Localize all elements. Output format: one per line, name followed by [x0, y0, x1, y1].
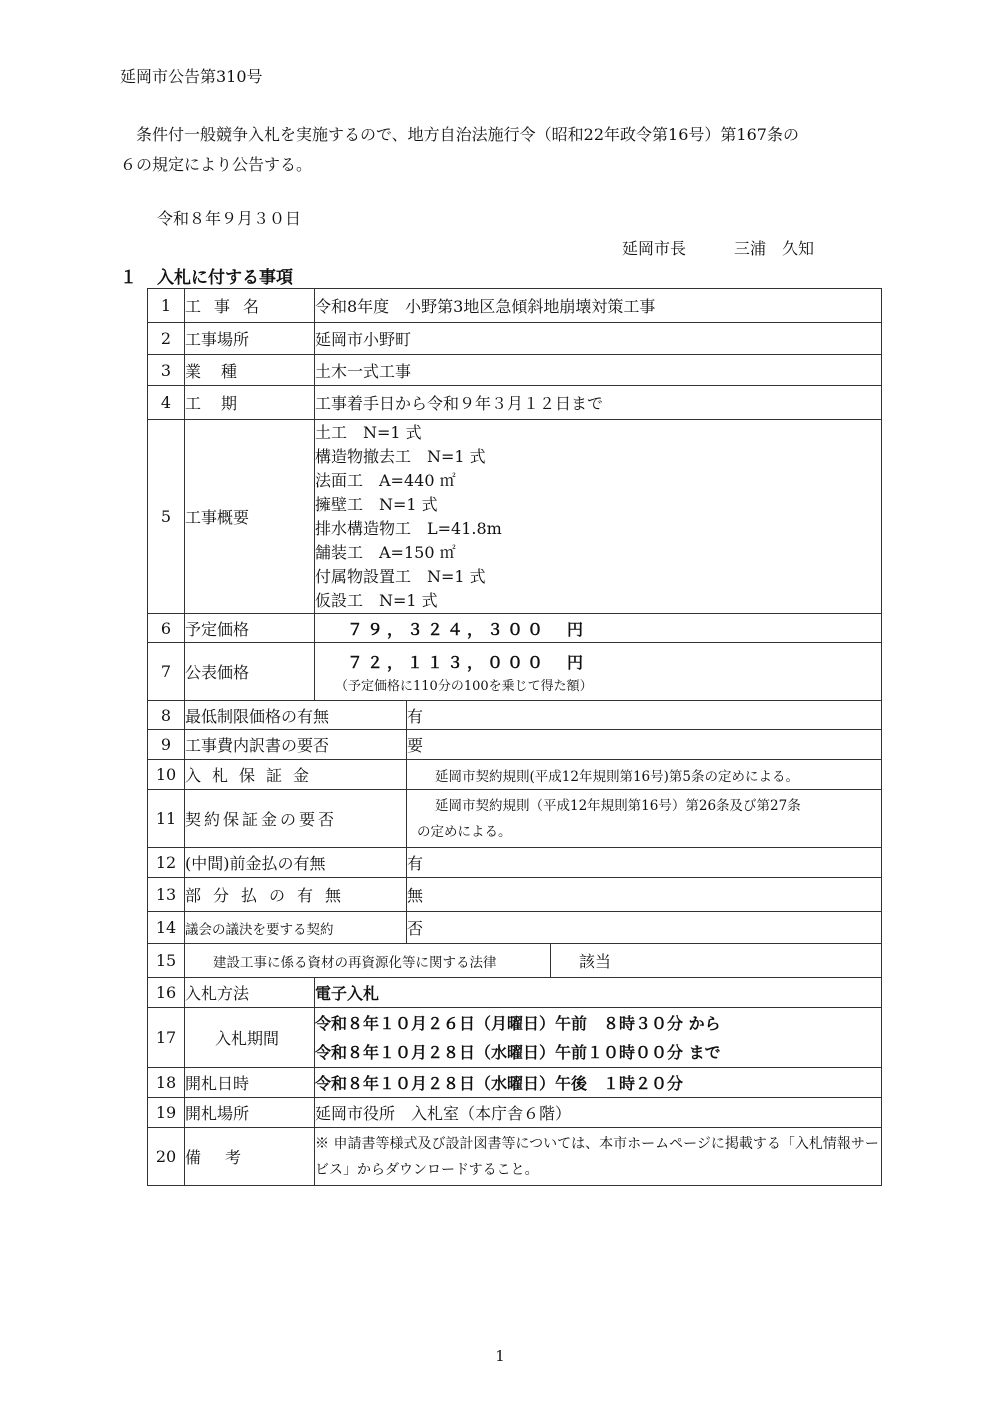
row-number: 19	[148, 1098, 185, 1128]
row-value: 土木一式工事	[315, 355, 882, 386]
row-number: 16	[148, 978, 185, 1008]
value-line: 延岡市契約規則（平成12年規則第16号）第26条及び第27条	[435, 797, 801, 814]
row-value: 有	[407, 848, 882, 878]
published-price: ７２，１１３，０００ 円	[347, 652, 588, 672]
section-heading	[120, 263, 293, 288]
row-label: 予定価格	[185, 614, 315, 643]
row-number: 10	[148, 760, 185, 790]
notice-number: 延岡市公告第310号	[120, 67, 263, 86]
table-row	[148, 1008, 882, 1068]
row-label: 入札保証金	[185, 760, 407, 790]
value-line: の定めによる。	[417, 823, 512, 840]
row-number: 3	[148, 355, 185, 386]
row-value: 該当	[551, 944, 882, 978]
intro-line-1: 条件付一般競争入札を実施するので、地方自治法施行令（昭和22年政令第16号）第167条の	[120, 125, 799, 144]
row-number: 12	[148, 848, 185, 878]
row-number: 6	[148, 614, 185, 643]
planned-price: ７９，３２４，３００ 円	[315, 614, 882, 643]
overview-item: 土工 N=1 式	[315, 422, 422, 442]
table-row	[148, 944, 882, 978]
overview-item: 擁壁工 N=1 式	[315, 494, 438, 514]
table-row	[148, 848, 882, 878]
remarks-text: ※ 申請書等様式及び設計図書等については、本市ホームページに掲載する「入札情報サービス」からダウンロードすること。	[315, 1128, 882, 1186]
bid-items-table	[147, 288, 882, 1186]
published-price-note: （予定価格に110分の100を乗じて得た額）	[335, 678, 593, 694]
row-number: 7	[148, 643, 185, 701]
row-number: 17	[148, 1008, 185, 1068]
row-label: 開札場所	[185, 1098, 315, 1128]
row-value	[407, 790, 882, 848]
work-overview	[315, 420, 882, 614]
row-number: 8	[148, 701, 185, 730]
table-row	[148, 323, 882, 355]
row-label: 最低制限価格の有無	[185, 701, 407, 730]
row-number: 1	[148, 289, 185, 323]
row-label: 工事費内訳書の要否	[185, 730, 407, 760]
mayor-title: 延岡市長	[622, 239, 687, 258]
row-number: 14	[148, 912, 185, 944]
row-label: 公表価格	[185, 643, 315, 701]
row-label: 入札期間	[185, 1008, 315, 1068]
table-row	[148, 1098, 882, 1128]
table-row	[148, 614, 882, 643]
row-number: 18	[148, 1068, 185, 1098]
overview-item: 舗装工 A=150 ㎡	[315, 542, 456, 562]
row-value: 令和８年１０月２８日（水曜日）午後 １時２０分	[315, 1068, 882, 1098]
row-value: 延岡市役所 入札室（本庁舎６階）	[315, 1098, 882, 1128]
row-value: 工事着手日から令和９年３月１２日まで	[315, 386, 882, 420]
table-row	[148, 790, 882, 848]
table-row	[148, 978, 882, 1008]
section-number: １	[120, 268, 137, 288]
row-value	[315, 1008, 882, 1068]
row-label: 工期	[185, 386, 315, 420]
bid-period-start: 令和８年１０月２６日（月曜日）午前 ８時３０分 から	[315, 1013, 721, 1033]
table-row	[148, 355, 882, 386]
section-title: 入札に付する事項	[157, 268, 293, 288]
row-number: 9	[148, 730, 185, 760]
row-number: 4	[148, 386, 185, 420]
row-label: 工事名	[185, 289, 315, 323]
row-label: 工事概要	[185, 420, 315, 614]
table-row	[148, 701, 882, 730]
table-row	[148, 730, 882, 760]
row-value: 電子入札	[315, 978, 882, 1008]
table-row	[148, 912, 882, 944]
row-number: 15	[148, 944, 185, 978]
row-label: 備考	[185, 1128, 315, 1186]
published-price-cell	[315, 643, 882, 701]
table-row	[148, 643, 882, 701]
row-value: 無	[407, 878, 882, 912]
row-label: (中間)前金払の有無	[185, 848, 407, 878]
row-number: 5	[148, 420, 185, 614]
page-number: 1	[495, 1347, 505, 1365]
row-label: 入札方法	[185, 978, 315, 1008]
intro-text	[120, 120, 799, 180]
notice-date: 令和８年９月３０日	[157, 209, 302, 228]
overview-item: 付属物設置工 N=1 式	[315, 566, 486, 586]
row-label: 議会の議決を要する契約	[185, 912, 407, 944]
table-row	[148, 878, 882, 912]
overview-item: 構造物撤去工 N=1 式	[315, 446, 486, 466]
intro-line-2: ６の規定により公告する。	[120, 155, 313, 174]
overview-item: 法面工 A=440 ㎡	[315, 470, 456, 490]
overview-item: 仮設工 N=1 式	[315, 590, 438, 610]
table-row	[148, 386, 882, 420]
table-row	[148, 760, 882, 790]
row-label: 契約保証金の要否	[185, 790, 407, 848]
mayor-name: 三浦 久知	[734, 239, 815, 258]
table-row	[148, 420, 882, 614]
row-number: 11	[148, 790, 185, 848]
row-label: 開札日時	[185, 1068, 315, 1098]
row-label: 建設工事に係る資材の再資源化等に関する法律	[185, 944, 551, 978]
row-value: 要	[407, 730, 882, 760]
bid-period-end: 令和８年１０月２８日（水曜日）午前１０時００分 まで	[315, 1042, 721, 1062]
row-value: 延岡市契約規則(平成12年規則第16号)第5条の定めによる。	[407, 760, 882, 790]
table-row	[148, 1128, 882, 1186]
row-number: 13	[148, 878, 185, 912]
overview-item: 排水構造物工 L=41.8m	[315, 518, 502, 538]
row-label: 業種	[185, 355, 315, 386]
row-value: 有	[407, 701, 882, 730]
row-number: 2	[148, 323, 185, 355]
row-label: 部分払の有無	[185, 878, 407, 912]
row-value: 否	[407, 912, 882, 944]
row-number: 20	[148, 1128, 185, 1186]
row-value: 延岡市小野町	[315, 323, 882, 355]
row-value: 令和8年度 小野第3地区急傾斜地崩壊対策工事	[315, 289, 882, 323]
row-label: 工事場所	[185, 323, 315, 355]
table-row	[148, 289, 882, 323]
table-row	[148, 1068, 882, 1098]
